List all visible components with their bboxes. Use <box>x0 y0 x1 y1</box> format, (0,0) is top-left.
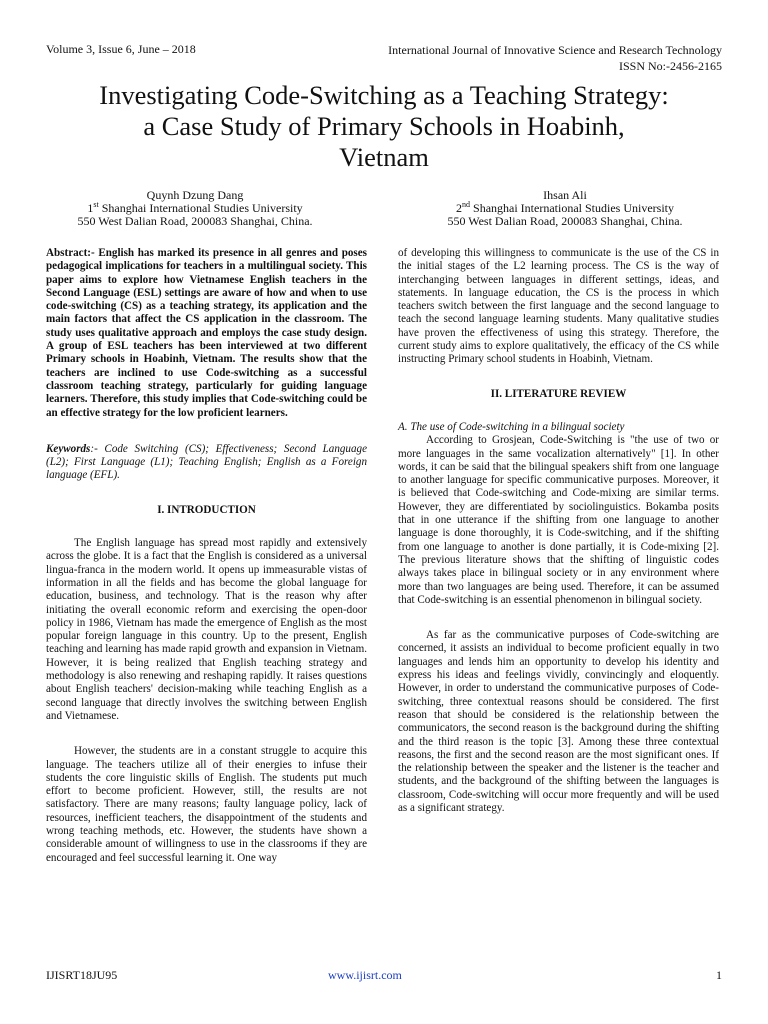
paragraph: As far as the communicative purposes of Code-switching are concerned, it assists an individual to become proficient equally in two languages and lends him an opportunity to develop his identity and express his ideas and feelings vividly, convincingly and eloquently. However, in order to understand the communicative purposes of Code-switching, three contextual reasons should be considered. The first reason that should be considered is the relationship between the communicators, the second reason is the background during the shifting and the third reason is the topic [3]. Among these three contextual reasons, the first and the second reason are the most significant ones. If the relationship between the speaker and the listener is the teacher and students, and the background of the shifting between the languages is classroom, Code-switching will occur more frequently and will be used as a significant strategy. <box>398 629 719 814</box>
keywords-text: :- Code Switching (CS); Effectiveness; Second Language (L2); First Language (L1); Teaching English; English as a Foreign language (EFL). <box>46 442 367 482</box>
paper-title <box>40 80 728 173</box>
page-number: 1 <box>716 968 722 982</box>
author-address: 550 West Dalian Road, 200083 Shanghai, China. <box>447 214 683 228</box>
paragraph: of developing this willingness to communicate is the use of the CS in the initial stages of the L2 learning process. The CS is the way of interchanging between languages in different settings, ideas, and statements. In language education, the CS is the process in which teachers switch between the first language and the second language to teach the second language learning students. Many qualitative studies have proven the effectiveness of using this strategy. Therefore, the current study aims to explore qualitatively, the efficacy of the CS while instructing Primary school students in Hoabinh, Vietnam. <box>398 247 719 366</box>
volume-info: Volume 3, Issue 6, June – 2018 <box>46 42 196 56</box>
author-name: Quynh Dzung Dang <box>146 188 244 202</box>
abstract <box>46 247 367 420</box>
author-affiliation: 1st Shanghai International Studies University <box>87 200 303 215</box>
author-block-2 <box>400 189 730 228</box>
paper-id: IJISRT18JU95 <box>46 968 118 982</box>
abstract-text: English has marked its presence in all genres and poses pedagogical implications for teachers in a multilingual society. This paper aims to explore how Vietnamese English teachers in the Second Language (ESL) settings are aware of how and when to use code-switching (CS) as a teaching strategy, its application and the main factors that affect the CS application in the classroom. The study uses qualitative approach and employs the case study design. A group of ESL teachers has been interviewed at two different Primary schools in Hoabinh, Vietnam. The results show that the teachers are inclined to use Code-switching as a successful classroom teaching strategy, particularly for guiding language learners. Therefore, this study implies that Code-switching could be an effective strategy for the low proficient learners. <box>46 247 367 419</box>
author-name: Ihsan Ali <box>543 188 587 202</box>
journal-link[interactable]: www.ijisrt.com <box>328 968 402 982</box>
author-affiliation: 2nd Shanghai International Studies University <box>456 200 674 215</box>
author-address: 550 West Dalian Road, 200083 Shanghai, China. <box>77 214 313 228</box>
paragraph: According to Grosjean, Code-Switching is "the use of two or more languages in the same vocalization alternatively" [1]. In other words, it can be said that the bilingual speakers shift from one language to another language for specific communicative purposes. Moreover, it is believed that Code-switching and Code-mixing are similar terms. However, they are differentiated by sociolinguistics. Bokamba posits that in one utterance if the shifting from one language to another language is done thoroughly, it is Code-switching, and if the shifting from one language to another is done partially, it is Code-mixing [2]. The previous literature shows that the shifting of linguistic codes always takes place in bilingual society or in any environment where more than two languages are being used. Therefore, it can be assumed that Code-switching is an essential phenomenon in bilingual society. <box>398 434 719 606</box>
journal-header <box>388 42 722 74</box>
issn: ISSN No:-2456-2165 <box>618 59 722 73</box>
title-line-2: a Case Study of Primary Schools in Hoabinh, <box>143 111 625 141</box>
keywords <box>46 443 367 483</box>
author-block-1 <box>30 189 360 228</box>
left-column <box>46 247 367 865</box>
section-heading-literature-review: II. LITERATURE REVIEW <box>490 387 627 400</box>
subsection-heading: A. The use of Code-switching in a bilingual society <box>398 420 625 433</box>
section-heading-introduction: I. INTRODUCTION <box>157 503 256 516</box>
paragraph: The English language has spread most rapidly and extensively across the globe. It is a fact that the English is considered as a universal lingua-franca in the modern world. It opens up immeasurable vistas of information in all the fields and has become the global language for education, business, and technology. That is the reason why after initiating the overall economic reform and exercising the open-door policy in 1986, Vietnam has made the emergence of English as the most popular foreign language in this country. Up to the present, English teaching and learning has made rapid growth and expansion in Vietnam. However, it is being realized that English teaching strategy and methodology is also renewing and reshaping rapidly. It raises questions about English teachers' decision-making while teaching English as a second language that directly involves the switching between English and Vietnamese. <box>46 537 367 722</box>
title-line-1: Investigating Code-Switching as a Teaching Strategy: <box>99 80 669 110</box>
keywords-label: Keywords <box>46 442 91 455</box>
paragraph: However, the students are in a constant struggle to acquire this language. The teachers utilize all of their energies to infuse their students the core linguistic skills of English. The students put much effort to become proficient. However, still, the results are not satisfactory. There are many reasons; faulty language policy, lack of resources, inefficient teachers, the disappointment of the students and wrong teaching methods, etc. However, the students have shown a considerable amount of willingness to use in the classrooms if they are encouraged and feel successful learning it. One way <box>46 745 367 864</box>
abstract-label: Abstract:- <box>46 247 95 259</box>
title-line-3: Vietnam <box>339 142 429 172</box>
journal-name: International Journal of Innovative Science and Research Technology <box>388 43 722 57</box>
right-column <box>398 247 719 815</box>
